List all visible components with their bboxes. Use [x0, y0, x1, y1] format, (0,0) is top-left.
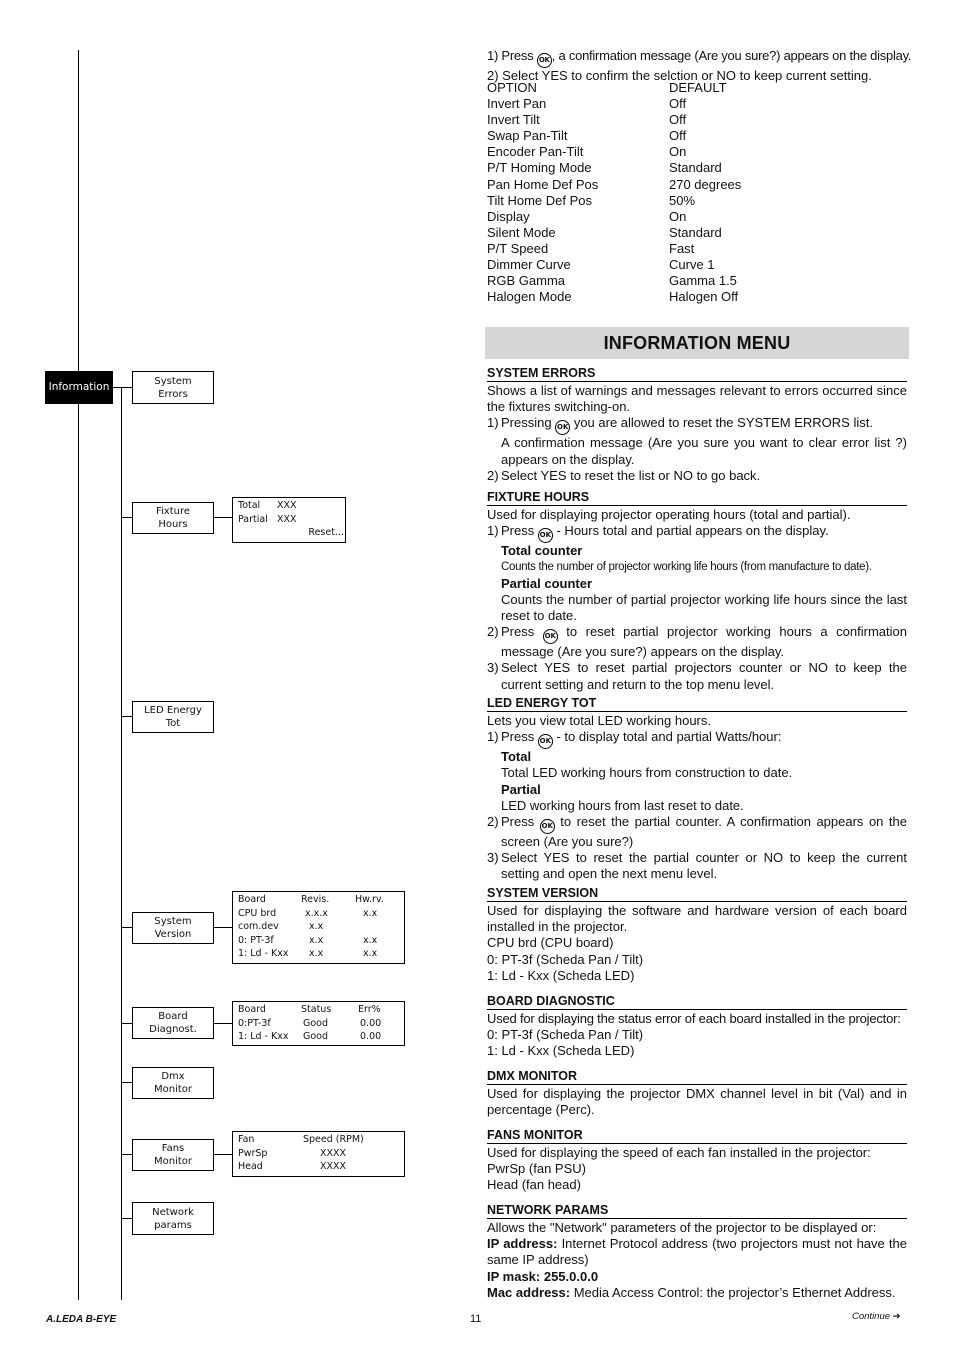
section-intro: Used for displaying the projector DMX channel level in bit (Val) and in percentage (Perc). [487, 1086, 907, 1118]
section-led-energy [487, 696, 907, 883]
subtext: LED working hours from last reset to date. [501, 797, 744, 813]
option-name: Invert Pan [487, 96, 547, 112]
tree-node-label: params [154, 1219, 192, 1231]
tree-connector [121, 1082, 132, 1083]
section-title: DMX MONITOR [487, 1069, 907, 1085]
list-line: Head (fan head) [487, 1177, 581, 1193]
box-cell: XXXX [320, 1147, 347, 1159]
list-line: 0: PT-3f (Scheda Pan / Tilt) [487, 951, 644, 967]
tree-node-label: System [154, 375, 192, 387]
box-cell: x.x [309, 948, 324, 959]
subheading: Partial [501, 781, 541, 797]
top-steps [487, 48, 912, 84]
step-text: Select YES to reset the partial counter or NO to keep the current setting and open the next menu level. [501, 850, 907, 882]
step-item [487, 729, 907, 749]
tree-node-information[interactable] [45, 371, 113, 404]
ok-icon: OK [543, 629, 558, 644]
box-cell: PwrSp [238, 1147, 268, 1159]
tree-node-label: Errors [158, 388, 188, 400]
tree-node-led-energy[interactable] [132, 701, 214, 733]
step-line [487, 48, 912, 68]
option-name: OPTION [487, 80, 537, 95]
section-fixture-hours [487, 490, 907, 693]
tree-node-fixture-hours[interactable] [132, 502, 214, 534]
tree-node-label: Network [152, 1206, 194, 1218]
tree-node-label: Monitor [153, 1084, 192, 1095]
box-cell: 1: Ld - Kxx [238, 1031, 289, 1042]
param-label: Mac address: [487, 1284, 571, 1300]
step-item [487, 468, 907, 484]
subheading: Total counter [501, 543, 583, 559]
section-intro: Used for displaying the status error of each board installed in the projector: [487, 1011, 901, 1026]
box-cell: Board [238, 894, 266, 905]
section-intro: Shows a list of warnings and messages relevant to errors occurred since the fixtures switching-on. [487, 383, 907, 415]
tree-connector [121, 387, 132, 388]
option-default: 50% [669, 192, 696, 208]
page-number: 11 [470, 1313, 482, 1325]
box-cell: 1: Ld - Kxx [238, 948, 289, 959]
box-cell: Good [303, 1017, 329, 1029]
ok-icon: OK [555, 420, 570, 435]
tree-node-label: Diagnost. [149, 1024, 197, 1035]
option-name: Invert Tilt [487, 112, 540, 128]
step-text: Select YES to reset partial projectors counter or NO to keep the current setting and return to the top menu level. [501, 660, 907, 692]
option-default: On [669, 144, 687, 160]
box-cell: 0: PT-3f [238, 934, 274, 946]
step-text: Press [501, 523, 535, 539]
box-cell: Hw.rv. [355, 894, 384, 905]
box-cell: XXX [277, 513, 297, 525]
tree-connector [214, 517, 232, 518]
section-title: LED ENERGY TOT [487, 696, 907, 712]
option-name: RGB Gamma [487, 273, 566, 289]
box-cell: Reset... [308, 527, 344, 538]
step-number: 2) [487, 814, 499, 830]
box-cell: x.x [363, 934, 378, 946]
tree-connector [214, 927, 232, 928]
list-line: 1: Ld - Kxx (Scheda LED) [487, 967, 635, 983]
section-title: SYSTEM ERRORS [487, 366, 907, 382]
fans-monitor-display [232, 1131, 405, 1177]
option-default: DEFAULT [669, 80, 727, 95]
ok-icon: OK [537, 53, 552, 68]
section-intro: Used for displaying projector operating hours (total and partial). [487, 507, 851, 522]
section-title: FANS MONITOR [487, 1128, 907, 1144]
box-cell: 0:PT-3f [238, 1017, 271, 1029]
step-text: Press [501, 814, 535, 830]
step-number: 1) [487, 729, 499, 745]
step-item [487, 523, 907, 543]
tree-node-board-diagnost[interactable] [132, 1007, 214, 1039]
box-cell: Status [301, 1004, 332, 1015]
box-cell: Total [238, 500, 261, 511]
option-default: Gamma 1.5 [669, 273, 737, 289]
tree-connector [121, 517, 132, 518]
fixture-hours-display [232, 497, 346, 543]
section-network-params [487, 1203, 907, 1301]
box-cell: Partial [238, 513, 268, 525]
tree-node-network-params[interactable] [132, 1202, 214, 1235]
tree-node-system-errors[interactable] [132, 371, 214, 404]
box-cell: 0.00 [360, 1031, 382, 1042]
step-text: A confirmation message (Are you sure you want to clear error list ?) appears on the display. [501, 435, 907, 467]
step-text: Press [501, 729, 535, 745]
option-name: Halogen Mode [487, 289, 572, 305]
tree-node-label: Hours [158, 519, 188, 530]
section-title: NETWORK PARAMS [487, 1203, 907, 1219]
param-label: IP mask: 255.0.0.0 [487, 1268, 599, 1284]
step-line: 2) Select YES to confirm the selction or NO to keep current setting. [487, 68, 872, 83]
tree-node-label: Tot [165, 718, 181, 729]
param-line [487, 1236, 907, 1268]
tree-connector [121, 1218, 132, 1219]
continue-text: Continue [852, 1311, 891, 1322]
list-line: 1: Ld - Kxx (Scheda LED) [487, 1043, 635, 1059]
tree-branch-line [121, 387, 122, 1300]
section-system-version [487, 886, 907, 984]
tree-node-fans-monitor[interactable] [132, 1139, 214, 1171]
option-name: Pan Home Def Pos [487, 176, 599, 192]
step-item [487, 624, 907, 660]
param-text: Media Access Control: the projector’s Ethernet Address. [570, 1284, 896, 1300]
box-cell: XXX [277, 500, 297, 511]
box-cell: Err% [358, 1004, 381, 1015]
box-cell: com.dev [238, 921, 279, 932]
tree-spine [78, 50, 79, 1300]
options-table [487, 80, 907, 305]
step-text: 1) Press [487, 48, 534, 63]
list-line: CPU brd (CPU board) [487, 935, 614, 951]
tree-node-label: Information [48, 381, 110, 393]
param-text: Internet Protocol address (two projectors must not have the same IP address) [487, 1236, 907, 1268]
option-default: Off [669, 96, 687, 112]
step-text: - Hours total and partial appears on the display. [556, 523, 829, 539]
tree-node-label: Monitor [153, 1156, 192, 1167]
tree-node-label: System [154, 916, 192, 927]
option-name: P/T Speed [487, 240, 549, 256]
option-default: Fast [669, 240, 695, 256]
param-line [487, 1285, 907, 1301]
option-name: P/T Homing Mode [487, 160, 592, 176]
step-text: Pressing [501, 415, 552, 431]
footer-product-name: A.LEDA B-EYE [46, 1314, 117, 1325]
section-board-diagnostic [487, 994, 907, 1060]
subtext: Total LED working hours from construction to date. [501, 765, 793, 781]
option-default: Standard [669, 224, 722, 240]
box-cell: 0.00 [360, 1017, 382, 1029]
option-name: Swap Pan-Tilt [487, 128, 568, 144]
box-cell: Board [238, 1004, 266, 1015]
subheading: Partial counter [501, 575, 593, 591]
step-text: to reset the partial counter. A confirmation appears on the screen (Are you sure?) [501, 814, 907, 850]
box-cell: XXXX [320, 1161, 347, 1172]
tree-connector [214, 1154, 232, 1155]
option-name: Display [487, 208, 530, 224]
tree-node-label: LED Energy [144, 705, 202, 716]
section-title: SYSTEM VERSION [487, 886, 907, 902]
tree-node-dmx-monitor[interactable] [132, 1067, 214, 1099]
section-intro: Allows the "Network" parameters of the projector to be displayed or: [487, 1220, 877, 1235]
subheading: Total [501, 749, 532, 765]
option-default: Standard [669, 160, 722, 176]
option-default: 270 degrees [669, 176, 742, 192]
tree-connector [121, 716, 132, 717]
step-text: - to display total and partial Watts/hour: [556, 729, 782, 745]
section-system-errors [487, 366, 907, 484]
list-line: 0: PT-3f (Scheda Pan / Tilt) [487, 1027, 644, 1043]
section-title: BOARD DIAGNOSTIC [487, 994, 907, 1010]
box-cell: Good [303, 1031, 329, 1042]
section-fans-monitor [487, 1128, 907, 1194]
step-item [487, 660, 907, 692]
step-text: to reset partial projector working hours a confirmation message (Are you sure?) appears on the display. [501, 624, 907, 660]
option-name: Silent Mode [487, 224, 556, 240]
tree-connector [121, 927, 132, 928]
tree-node-system-version[interactable] [132, 912, 214, 944]
box-cell: x.x [309, 921, 324, 932]
box-cell: x.x [363, 907, 378, 919]
ok-icon: OK [538, 528, 553, 543]
box-cell: x.x [309, 934, 324, 946]
option-default: Curve 1 [669, 257, 715, 273]
subtext: Counts the number of partial projector working life hours since the last reset to date. [501, 591, 907, 624]
box-cell: Revis. [301, 894, 330, 905]
tree-connector [121, 1154, 132, 1155]
step-number: 2) [487, 467, 499, 483]
tree-node-label: Fixture [155, 506, 191, 517]
ok-icon: OK [538, 734, 553, 749]
step-number: 1) [487, 523, 499, 539]
option-default: On [669, 208, 687, 224]
section-intro: Lets you view total LED working hours. [487, 713, 711, 728]
option-default: Halogen Off [669, 289, 739, 305]
step-item [487, 814, 907, 850]
section-intro: Used for displaying the software and hardware version of each board installed in the projector. [487, 903, 907, 935]
step-number: 2) [487, 624, 499, 640]
tree-node-label: Board [158, 1011, 188, 1022]
tree-node-label: Fans [161, 1143, 185, 1154]
step-number: 1) [487, 415, 499, 431]
step-text: Select YES to reset the list or NO to go back. [501, 467, 761, 483]
tree-connector [214, 1023, 232, 1024]
step-text: , a confirmation message (Are you sure?) appears on the display. [551, 48, 912, 63]
system-version-display [232, 891, 405, 964]
box-cell: x.x.x [305, 907, 328, 919]
option-name: Dimmer Curve [487, 257, 571, 273]
box-cell: CPU brd [238, 907, 277, 919]
step-number: 3) [487, 660, 499, 676]
tree-node-label: Dmx [161, 1071, 185, 1082]
tree-connector [121, 1023, 132, 1024]
step-text: you are allowed to reset the SYSTEM ERRORS list. [573, 415, 873, 431]
information-menu-heading: INFORMATION MENU [485, 327, 909, 359]
subtext: Counts the number of projector working life hours (from manufacture to date). [501, 561, 872, 574]
box-cell: Head [238, 1161, 263, 1172]
arrow-right-icon: ➔ [892, 1311, 901, 1322]
option-name: Tilt Home Def Pos [487, 192, 592, 208]
box-cell: x.x [363, 948, 378, 959]
step-item [487, 850, 907, 882]
option-default: Off [669, 112, 687, 128]
section-dmx-monitor [487, 1069, 907, 1118]
option-default: Off [669, 128, 687, 144]
param-label: IP address: [487, 1236, 558, 1252]
tree-node-label: Version [154, 929, 192, 940]
box-cell: Speed (RPM) [303, 1134, 364, 1145]
step-item [487, 415, 907, 435]
step-number: 3) [487, 850, 499, 866]
list-line: PwrSp (fan PSU) [487, 1161, 586, 1177]
continue-label [852, 1311, 901, 1322]
section-title: FIXTURE HOURS [487, 490, 907, 506]
box-cell: Fan [238, 1134, 255, 1145]
section-intro: Used for displaying the speed of each fan installed in the projector: [487, 1145, 871, 1160]
ok-icon: OK [540, 819, 555, 834]
board-diagnostic-display [232, 1001, 405, 1046]
option-name: Encoder Pan-Tilt [487, 144, 584, 160]
step-text: Press [501, 624, 535, 640]
